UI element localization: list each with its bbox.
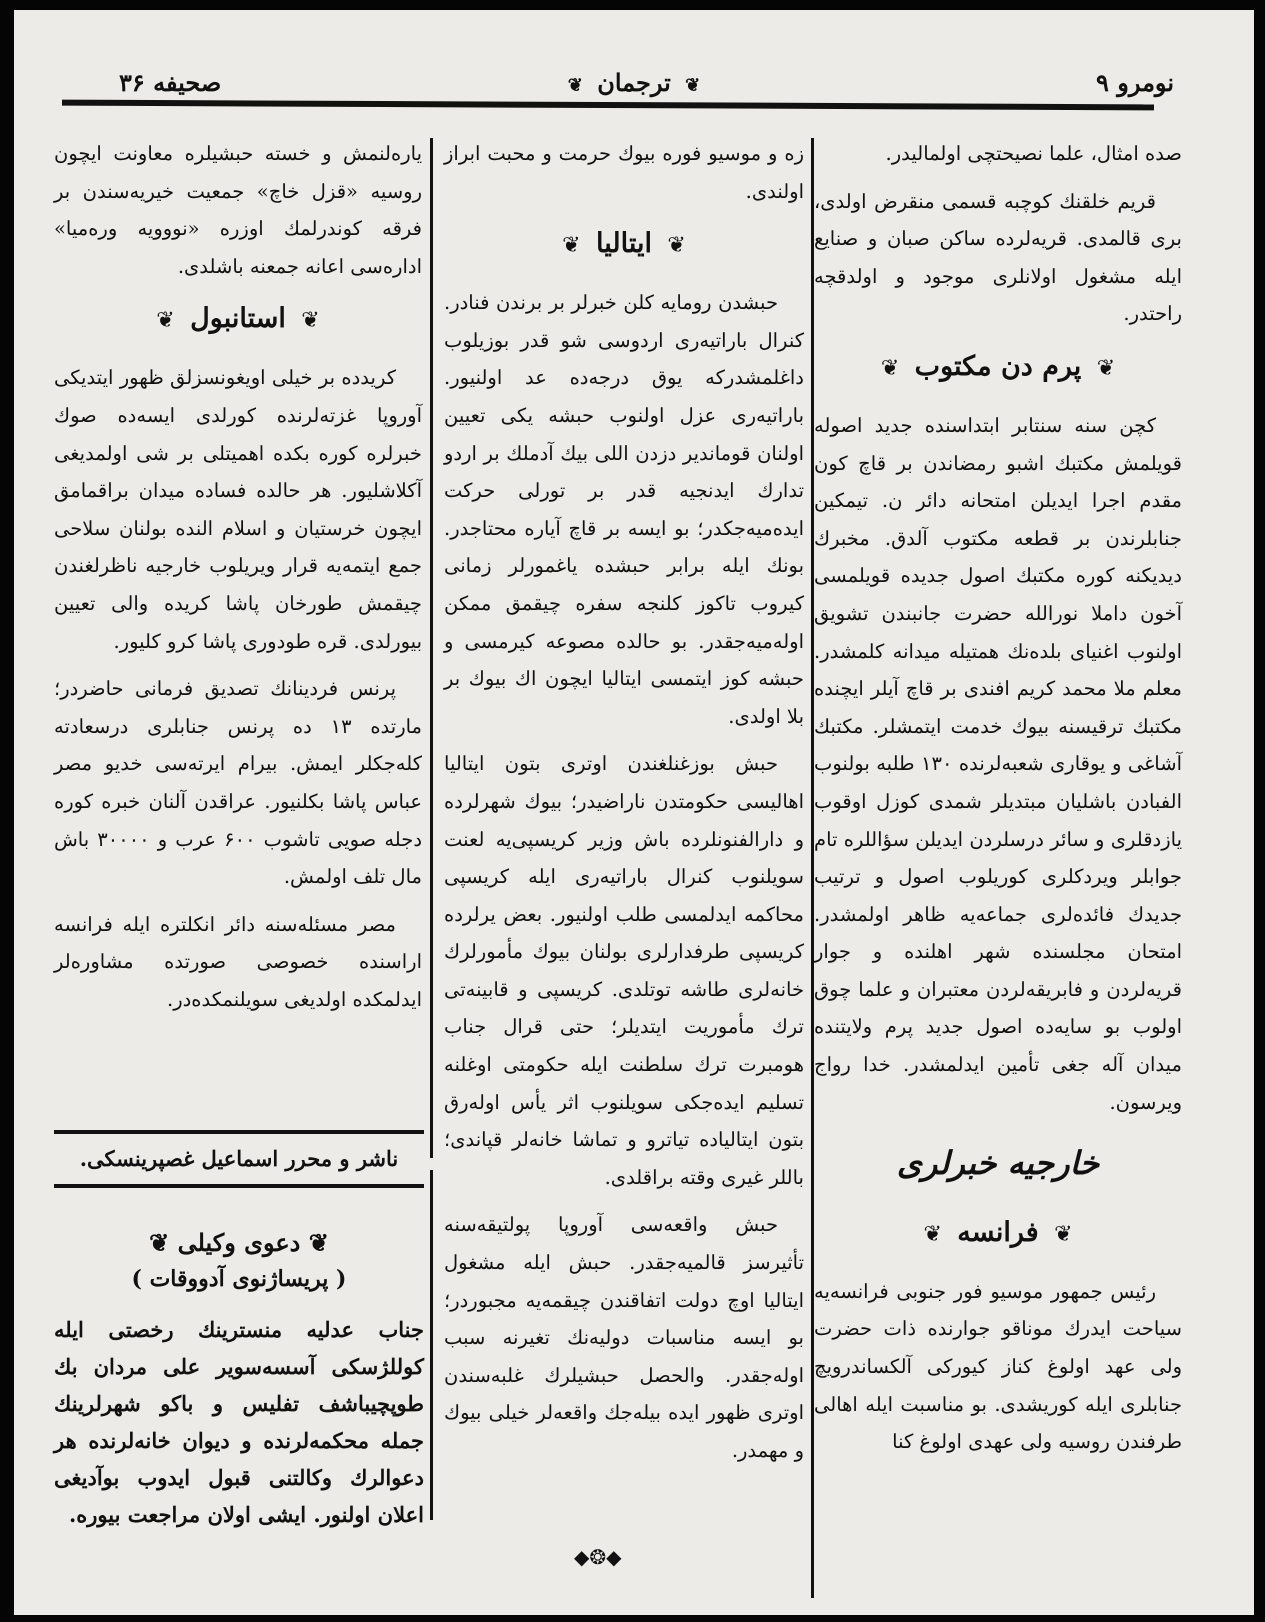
- column-divider: [430, 138, 433, 1158]
- ornament-icon: ❦: [301, 308, 320, 334]
- paragraph: حبش بوزغنلغندن اوتری بتون ایتالیا اهالیسی حکومتدن ناراضیدر؛ بیوك شهرلرده و دارالفنونلرده باش وزیر کریسپی‌یه لعنت سویلنوب کنرال باراتیه‌ری ایله کریسپی محاکمه ایدلمسی طلب اولنیور. بعض یرلرده کریسپی طرفدارلری بولنان بیوك مأمورلرك خانه‌لری طاشه توتلدی. کریسپی و قابینه‌تی ترك مأموریت ایتدیلر؛ حتی قرال جناب هومبرت ترك سلطنت ایله حکومتی اوغلنه تسلیم ایده‌جکی سویلنوب اثر یأس اوله‌رق بتون ایتالیاده تیاترو و تماشا خانه‌لر قپاندی؛ باللر غیری وقته براقلدی.: [444, 752, 804, 1189]
- section-heading: [444, 224, 804, 266]
- ad-subtitle: ( پریساژنوی آدووقات ): [131, 1266, 347, 1292]
- publisher-line: ناشر و محرر اسماعیل غصپرینسکی.: [54, 1130, 424, 1188]
- column-left: [54, 135, 422, 1028]
- section-heading: [814, 347, 1182, 389]
- ad-title: [54, 1225, 424, 1261]
- newspaper-name: ترجمان: [597, 68, 671, 97]
- newspaper-page: [14, 10, 1254, 1615]
- ad-body: جناب عدلیه منسترینك رخصتی ایله کوللژسکی آسسه‌سویر علی مردان بك طوپچیباشف تفلیس و باکو شهرلرینك جمله محکمه‌لرنده و دیوان خانه‌لرنده هر دعوالرك وکالتنی قبول ایدوب بوآدیغی اعلان اولنور. ایشی اولان مراجعت بیوره.: [54, 1317, 424, 1527]
- ornament-icon: ❦: [1054, 1221, 1073, 1247]
- section-heading: [54, 299, 422, 341]
- paragraph: صده امثال، علما نصیحتچی اولمالیدر.: [885, 142, 1182, 165]
- heading-text: فرانسه: [957, 1216, 1039, 1248]
- column-middle: [444, 135, 804, 1480]
- ornament-icon: ❦: [156, 308, 175, 334]
- ornament-icon: ❦: [685, 75, 701, 96]
- page-number: صحیفه ۳۶: [119, 68, 222, 97]
- paragraph: حبشدن رومایه کلن خبرلر بر برندن فنادر. کنرال باراتیه‌ری اردوسی شو قدر بوزیلوب داغلمشدرکه یوق درجه‌ده عد اولنیور. باراتیه‌ری عزل اولنوب حبشه یکی تعیین اولنان قوماندیر دزدن اللی بیك آدملك بر اردو تدارك ایدنجیه قدر بر تورلی حرکت ایده‌میه‌جکدر؛ بو ایسه بر قاچ آیاره محتاجدر. بونك ایله برابر حبشده یاغمورلر زمانی کیروب تاکوز کلنجه سفره چیقمق ممکن اوله‌میه‌جقدر. بو حالده مصوعه کیرمسی و حبشه کوز ایتمسی ایتالیا ایچون اك بیوك بر بلا اولدی.: [444, 291, 804, 728]
- ornament-icon: ❦: [1096, 355, 1116, 381]
- paragraph: حبش واقعه‌سی آوروپا پولتیقه‌سنه تأثیرسز قالمیه‌جقدر. حبش ایله مشغول ایتالیا اوچ دولت اتفاقندن چیقمه‌یه مجبوردر؛ بو ایسه مناسبات دولیه‌نك تغیرنه سبب اوله‌جقدر. والحصل حبشیلرك غلبه‌سندن اوتری ظهور ایده بیله‌جك واقعه‌لر خیلی بیوك و مهمدر.: [444, 1213, 804, 1462]
- ornament-icon: ❦: [308, 1228, 329, 1257]
- paragraph: یاره‌لنمش و خسته حبشیلره معاونت ایچون روسیه «قزل خاچ» جمعیت خیریه‌سندن بر فرقه کوندرلمك اوزره «نووویه وره‌میا» اداره‌سی اعانه جمعنه باشلدی.: [54, 142, 422, 278]
- newspaper-title: [64, 68, 1204, 97]
- section-heading: خارجیه خبرلری: [896, 1144, 1100, 1183]
- ornament-icon: ❦: [923, 1221, 942, 1247]
- column-right: [814, 135, 1182, 1471]
- heading-text: ایتالیا: [596, 228, 652, 260]
- paragraph: قریم خلقنك کوچبه قسمی منقرض اولدی، بری قالمدی. قریه‌لرده ساکن صبان و صنایع ایله مشغول اولانلری موجود و اولدقچه راحتدر.: [814, 189, 1182, 326]
- paragraph: کریدده بر خیلی اویغونسزلق ظهور ایتدیکی آوروپا غزته‌لرنده کورلدی ایسه‌ده صوك خبرلره کوره بکده اهمیتلی بر شی اولمدیغی آکلاشلیور. هر حالده فساده میدان براقمامق ایچون خرستیان و اسلام الندە بولنان سلاحی جمع ایتمه‌یه قرار ویریلوب خارجیه ناظرلغندن چیقمش طورخان پاشا کریده والی تعیین بیورلدی. قره طودوری پاشا کرو کلیور.: [54, 366, 422, 653]
- paragraph: زه و موسیو فوره بیوك حرمت و محبت ابراز اولندی.: [444, 142, 804, 203]
- advertisement: [54, 1225, 424, 1533]
- masthead: [64, 68, 1204, 118]
- paragraph: پرنس فردینانك تصدیق فرمانی حاضردر؛ مارتده ۱۳ ده پرنس جنابلری درسعادته کله‌جکلر ایمش. بیرام ایرته‌سی خدیو مصر عباس پاشا بکلنیور. عراقدن آلنان خبره کوره دجله صویی تاشوب ۶۰۰ عرب و ۳۰۰۰۰ باش مال تلف اولمش.: [54, 677, 422, 889]
- ornament-icon: ❦: [667, 233, 686, 259]
- ornament-icon: ❦: [567, 75, 583, 96]
- ornament-icon: ❦: [562, 233, 581, 259]
- paragraph: کچن سنه سنتابر ابتداسنده جدید اصوله قویلمش مکتبك اشبو رمضاندن بر قاچ کون مقدم اجرا ایدیلن امتحانه دائر ن. تیمکین جنابلرندن بر قطعه مکتوب آلدق. مخبرك دیدیکنه کوره مکتبك اصول جدیده قویلمسی آخون داملا نورالله حضرت جانبندن تشویق اولنوب اغنیای بلده‌نك همتیله میدانه کلمشدر. معلم ملا محمد کریم افندی بر قاچ آیلر ایچنده مکتبك ترقیسنه بیوك خدمت ایتمشلر. مکتبك آشاغی و یوقاری شعبه‌لرنده ۱۳۰ طلبه بولنوب الفبادن باشلیان مبتدیلر شمدی کوزل اوقوب یازدقلری و سائر درسلردن ایدیلن سؤاللره تام جوابلر ویردکلری کوریلوب اصول و ترتیب جدیدك فائده‌لری جماعه‌یه ظاهر اولمشدر. امتحان مجلسنده شهر اهلنده و جوار قریه‌لردن و فابریقه‌لردن معتبران و علما چوق اولوب بو سایه‌ده اصول جدید پرم ولایتنده میدان آله جغی تأمین ایدلمشدر. خدا رواج ویرسون.: [814, 413, 1182, 1114]
- ad-title-text: دعوی وکیلی: [177, 1228, 301, 1257]
- paragraph: رئیس جمهور موسیو فور جنوبی فرانسه‌یه سیاحت ایدرك موناقو جوارنده ذات حضرت ولی عهد اولوغ کناز کیورکی آلکساندرویچ جنابلری ایله کوریشدی. بو مناسبت ایله اهالی طرفندن روسیه ولی عهدی اولوغ کنا: [814, 1279, 1182, 1454]
- ornament-icon: ❦: [149, 1228, 170, 1257]
- issue-number: نومرو ۹: [1095, 68, 1174, 97]
- heading-text: استانبول: [190, 303, 286, 335]
- ornament-icon: ❦: [880, 355, 900, 381]
- heading-text: پرم دن مکتوب: [914, 350, 1082, 382]
- paragraph: مصر مسئله‌سنه دائر انکلتره ایله فرانسه اراسنده خصوصی صورتده مشاوره‌لر ایدلمکده اولدیغی سویلنمکده‌در.: [54, 912, 422, 1011]
- section-heading: [814, 1213, 1182, 1255]
- footer-ornament-icon: ◆❂◆: [574, 1545, 622, 1569]
- column-divider: [430, 1170, 433, 1520]
